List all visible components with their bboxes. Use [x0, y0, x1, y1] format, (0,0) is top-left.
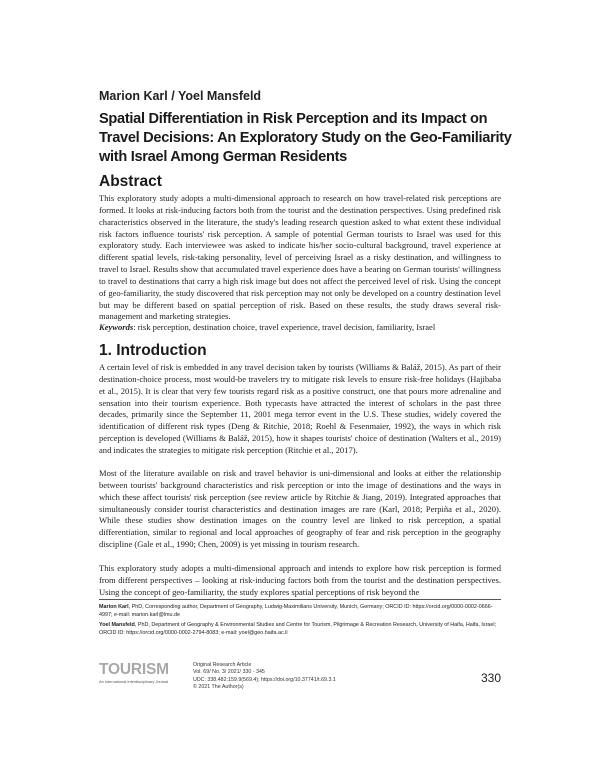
journal-tagline: An International Interdisciplinary Journal [99, 679, 169, 684]
abstract-text: This exploratory study adopts a multi-dimensional approach to research on how travel-related risk perceptions are formed. It looks at risk-inducing factors both from the tourist and the destination perspectives. Using predefined risk characteristics observed in the literature, the study's leading research question asked to what extent these individual risk factors influence tourists' risk perception. A sample of potential German tourists to Israel was used for this exploratory study. Each interviewee was asked to indicate his/her socio-cultural background, travel experience at different spatial levels, risk-taking personality, level of perceiving Israel as a risky destination, and willingness to travel to Israel. Results show that accumulated travel experience does have a bearing on German tourists' willingness to travel to destinations that carry a high risk image but does not affect the perceived level of risk. Using the concept of geo-familiarity, the study discovered that risk perception may not only be developed on a country destination level but may be different based on spatial perception of risk. Based on these results, the study draws several risk-management and marketing strategies. [99, 193, 501, 322]
footnote-author-1-details: , PhD, Corresponding author, Department of Geography, Ludwig-Maximilians University, Munich, Germany; ORCID ID: https://orcid.org/0000-0002-0666-4997; e-mail: marion.karl@lmu.de [99, 604, 493, 618]
footnote-author-2 [99, 621, 501, 637]
footnote-divider [99, 599, 501, 600]
page-number: 330 [480, 671, 501, 685]
article-type: Original Research Article [193, 662, 252, 668]
footnote-author-1 [99, 603, 501, 619]
introduction-paragraph-1: A certain level of risk is embedded in any travel decision taken by tourists (Williams & Baláž, 2015). As part of their destination-choice process, most would-be travelers try to mitigate risk levels to ensure risk-free holidays (Hajibaba et al., 2015). It is clear that very few tourists regard risk as a positive construct, one that pours more adrenaline and sensation into their tourism experience. Both typecasts have attracted the interest of scholars in the past three decades, primarily since the September 11, 2001 mega terror event in the U.S. These studies, widely covered the identification of different risk types (Deng & Ritchie, 2018; Roehl & Fesenmaier, 1992), the ways in which risk perception is developed (Williams & Baláž, 2015), how it shapes tourists' choice of destination (Walters et al., 2019) and indicates the strategies to mitigate risk perception (Ritchie et al., 2017). [99, 362, 501, 455]
udc-doi: UDC: 338.482:159.9(569.4); https://doi.org/10.37741/t.69.3.1 [193, 676, 336, 683]
introduction-paragraph-3: This exploratory study adopts a multi-dimensional approach and intends to explore how risk perception is formed from different perspectives – looking at risk-inducing factors both from the tourist and the destination perspectives. Using the concept of geo-familiarity, the study explores spatial perceptions of risk beyond the [99, 563, 501, 597]
keywords-line [99, 322, 501, 334]
article-metadata [193, 662, 336, 691]
abstract-heading: Abstract [99, 173, 162, 190]
author-line: Marion Karl / Yoel Mansfeld [99, 89, 262, 103]
introduction-paragraph-2: Most of the literature available on risk and travel behavior is uni-dimensional and looks at either the relationship between tourists' background characteristics and risk perception or into the image of destinations and the ways in which these affect tourists' risk perception (see review article by Ritchie & Jiang, 2019). Integrated approaches that simultaneously consider tourist characteristics and destination images are rare (Karl, 2018; Perpiña et al., 2020). While these studies show destination images on the country level are linked to risk perception, a spatial differentiation, similar to regional and local approaches of geography of fear and risk perception in the geography discipline (Gale et al., 1990; Chen, 2009) is yet missing in tourism research. [99, 468, 501, 550]
volume-info: Vol. 69/ No. 3/ 2021/ 330 - 345 [193, 669, 265, 676]
paper-title: Spatial Differentiation in Risk Perception and its Impact on Travel Decisions: An Exploratory Study on the Geo-Familiarity with Israel Among German Residents [99, 111, 512, 165]
footnote-author-2-details: , PhD, Department of Geography & Environmental Studies and Centre for Tourism, Pilgrimage & Recreation Research, University of Haifa, Haifa, Israel; ORCID ID: https://orcid.org/0000-0002-2794-8083; e-mail: yoel@geo.haifa.ac.il [99, 622, 497, 636]
introduction-heading: 1. Introduction [99, 342, 207, 359]
copyright: © 2021 The Author(s) [193, 683, 244, 690]
keywords-label: Keywords [99, 322, 134, 332]
journal-logo: TOURISM [99, 661, 169, 678]
keywords-list: : risk perception, destination choice, travel experience, travel decision, familiarity, Israel [133, 322, 436, 332]
footnote-author-1-name: Marion Karl [99, 604, 129, 610]
footnote-author-2-name: Yoel Mansfeld [99, 622, 135, 628]
page-footer [99, 662, 501, 692]
